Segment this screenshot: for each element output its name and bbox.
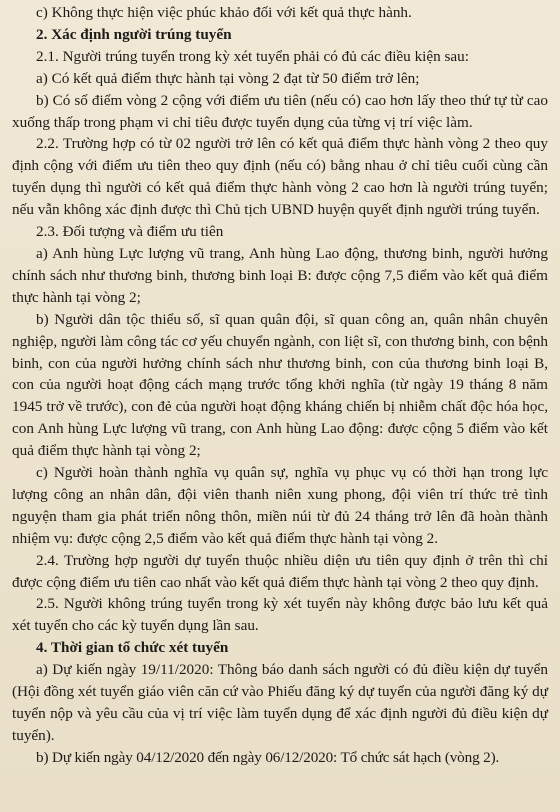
paragraph-no-review: c) Không thực hiện việc phúc khảo đối với kết quả thực hành. <box>36 4 412 21</box>
paragraph-2-2: 2.2. Trường hợp có từ 02 người trở lên có kết quả điểm thực hành vòng 2 theo quy định cộng với điểm ưu tiên theo quy định (nếu có) bằng nhau ở chỉ tiêu cuối cùng cần tuyển dụng thì người có kết quả điểm thực hành vòng 2 cao hơn là người trúng tuyển; nếu vẫn không xác định được thì Chủ tịch UBND huyện quyết định người trúng tuyển. <box>12 135 548 219</box>
paragraph-2-4: 2.4. Trường hợp người dự tuyển thuộc nhiều diện ưu tiên quy định ở trên thì chỉ được cộng điểm ưu tiên cao nhất vào kết quả điểm thực hành tại vòng 2 theo quy định. <box>12 551 548 591</box>
paragraph-2-3-b: b) Người dân tộc thiểu số, sĩ quan quân đội, sĩ quan công an, quân nhân chuyên nghiệp, người làm công tác cơ yếu chuyển ngành, con liệt sĩ, con thương binh, con bệnh binh, con của người hưởng chính sách như thương binh, con của thương binh loại B, con của người hoạt động cách mạng trước tổng khởi nghĩa (từ ngày 19 tháng 8 năm 1945 trở về trước), con đẻ của người hoạt động kháng chiến bị nhiễm chất độc hóa học, con Anh hùng Lực lượng vũ trang, con Anh hùng Lao động: được cộng 5 điểm vào kết quả điểm thực hành tại vòng 2; <box>12 310 548 460</box>
heading-organization-time: 4. Thời gian tổ chức xét tuyển <box>36 639 229 657</box>
paragraph-4-a: a) Dự kiến ngày 19/11/2020: Thông báo danh sách người có đủ điều kiện dự tuyển (Hội đồng xét tuyển giáo viên căn cứ vào Phiếu đăng ký dự tuyển của người đăng ký dự tuyển nộp và yêu cầu của vị trí việc làm tuyển dụng để xác định người đủ điều kiện dự tuyển). <box>12 661 548 744</box>
heading-determine-winners: 2. Xác định người trúng tuyển <box>36 25 232 43</box>
paragraph-2-5: 2.5. Người không trúng tuyển trong kỳ xét tuyển này không được bảo lưu kết quả xét tuyển cho các kỳ tuyển dụng lần sau. <box>12 595 548 635</box>
paragraph-2-1-a: a) Có kết quả điểm thực hành tại vòng 2 đạt từ 50 điểm trở lên; <box>36 69 420 87</box>
paragraph-4-b: b) Dự kiến ngày 04/12/2020 đến ngày 06/12/2020: Tổ chức sát hạch (vòng 2). <box>36 748 500 766</box>
paragraph-2-3: 2.3. Đối tượng và điểm ưu tiên <box>36 223 224 241</box>
paragraph-2-1: 2.1. Người trúng tuyển trong kỳ xét tuyển phải có đủ các điều kiện sau: <box>36 47 469 65</box>
paragraph-2-3-c: c) Người hoàn thành nghĩa vụ quân sự, nghĩa vụ phục vụ có thời hạn trong lực lượng công an nhân dân, đội viên thanh niên xung phong, đội viên trí thức trẻ tình nguyện tham gia phát triển nông thôn, miền núi từ đủ 24 tháng trở lên đã hoàn thành nhiệm vụ: được cộng 2,5 điểm vào kết quả điểm thực hành tại vòng 2. <box>12 464 548 547</box>
paragraph-2-1-b: b) Có số điểm vòng 2 cộng với điểm ưu tiên (nếu có) cao hơn lấy theo thứ tự từ cao xuống thấp trong phạm vi chỉ tiêu được tuyển dụng của từng vị trí việc làm. <box>12 91 548 131</box>
paragraph-2-3-a: a) Anh hùng Lực lượng vũ trang, Anh hùng Lao động, thương binh, người hưởng chính sách như thương binh, thương binh loại B: được cộng 7,5 điểm vào kết quả điểm thực hành tại vòng 2; <box>12 244 548 306</box>
